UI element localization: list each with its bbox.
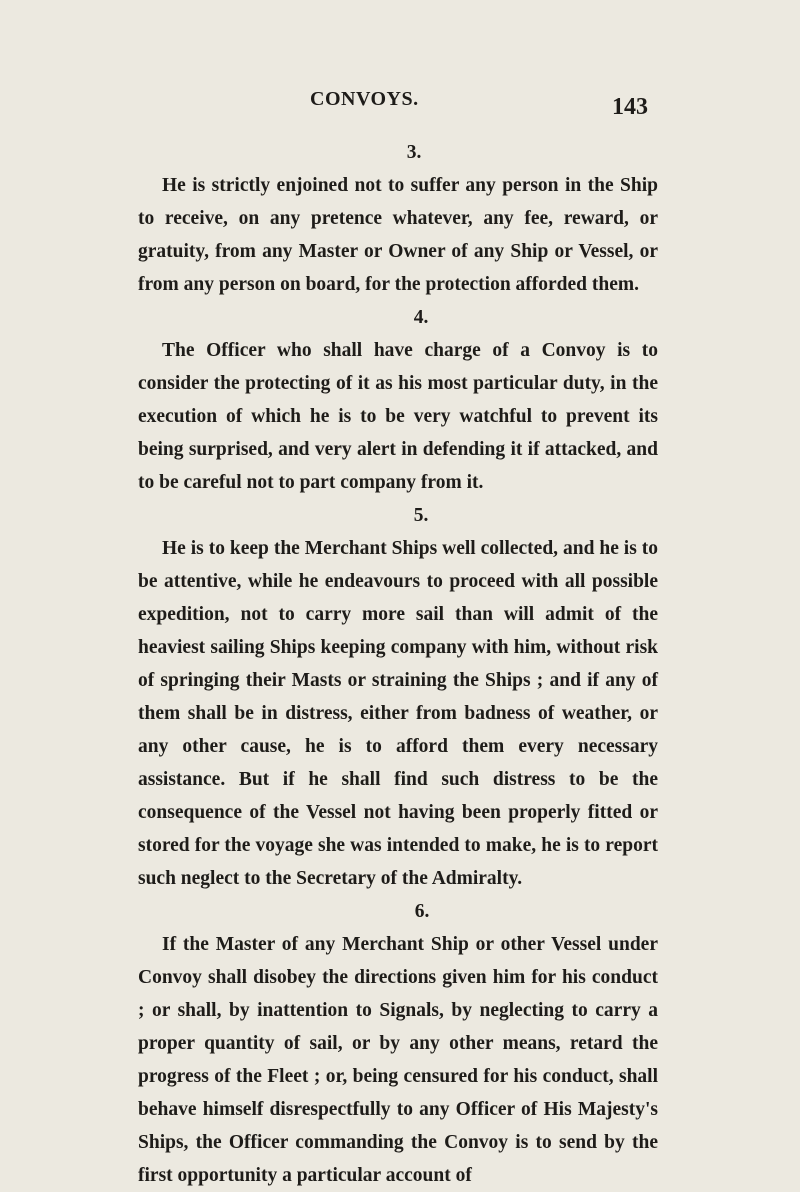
section-number: 3. [406,142,422,163]
section-paragraph: If the Master of any Merchant Ship or other Vessel under Convoy shall disobey the directions given him for his conduct ; or shall, by inattention to Signals, by neglecting to carry a proper quantity of sail, or by any other means, retard the progress of the Fleet ; or, being censured for his conduct, shall behave himself disrespectfully to any Officer of His Majesty's Ships, the Officer commanding the Convoy is to send by the first opportunity a particular account of [138,934,658,1186]
section-4 [138,301,658,499]
page-number: 143 [612,94,648,120]
section-paragraph: He is to keep the Merchant Ships well collected, and he is to be attentive, while he endeavours to proceed with all possible expedition, not to carry more sail than will admit of the heaviest sailing Ships keeping company with him, without risk of springing their Masts or straining the Ships ; and if any of them shall be in distress, either from badness of weather, or any other cause, he is to afford them every necessary assistance. But if he shall find such distress to be the consequence of the Vessel not having been properly fitted or stored for the voyage she was intended to make, he is to report such neglect to the Secretary of the Admiralty. [138,538,658,889]
section-5 [138,499,658,895]
section-number: 4. [413,307,429,328]
section-number: 6. [414,901,430,922]
section-number: 5. [413,505,429,526]
section-paragraph: The Officer who shall have charge of a Convoy is to consider the protecting of it as his most particular duty, in the execution of which he is to be very watchful to prevent its being surprised, and very alert in defending it if attacked, and to be careful not to part company from it. [138,340,658,493]
section-3 [138,136,658,301]
section-6 [138,895,658,1192]
running-title: CONVOYS. [310,88,419,110]
body-text [138,136,658,1192]
page-header [0,84,800,124]
section-paragraph: He is strictly enjoined not to suffer any person in the Ship to receive, on any pretence whatever, any fee, reward, or gratuity, from any Master or Owner of any Ship or Vessel, or from any person on board, for the protection afforded them. [138,175,658,295]
